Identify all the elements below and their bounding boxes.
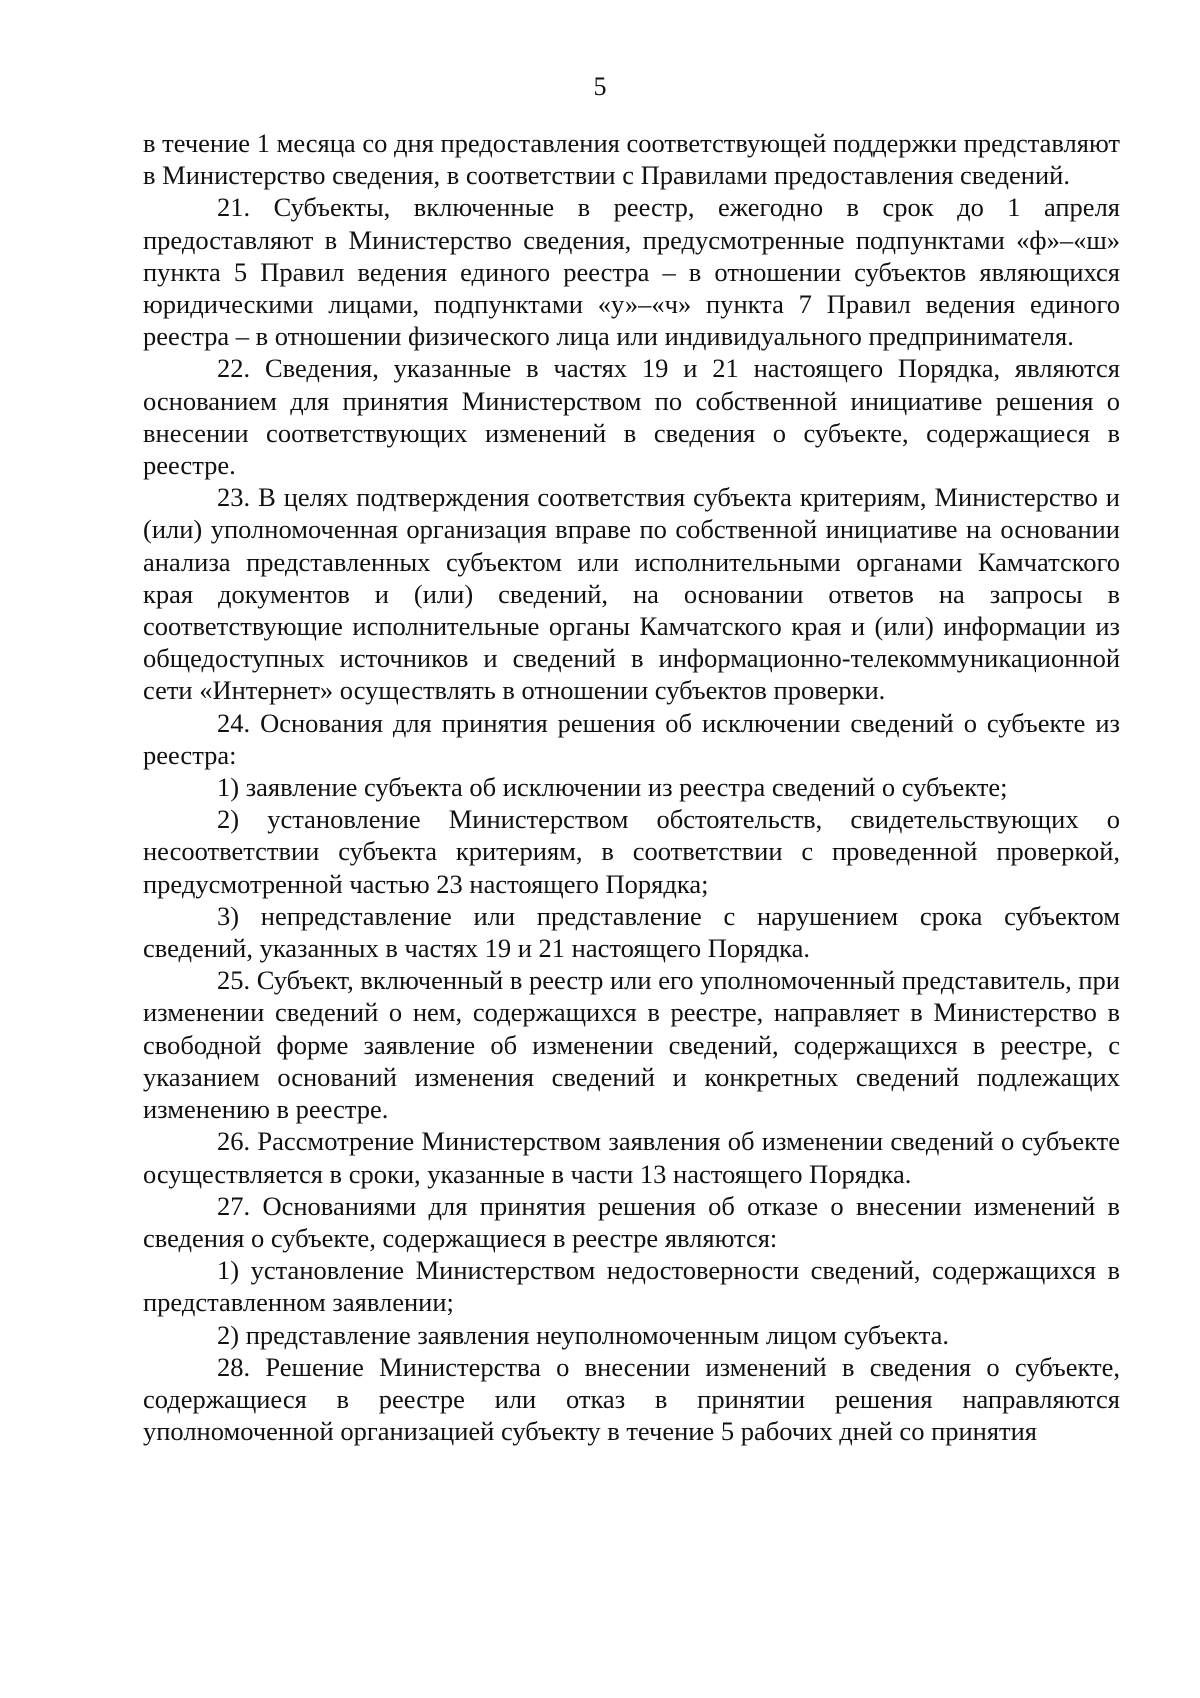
paragraph-26: 26. Рассмотрение Министерством заявления об изменении сведений о субъекте осуществляется в сроки, указанные в части 13 настоящего Порядка.: [143, 1126, 1120, 1189]
paragraph-22: 22. Сведения, указанные в частях 19 и 21 настоящего Порядка, являются основанием для принятия Министерством по собственной инициативе решения о внесении соответствующих изменений в сведения о субъекте, содержащиеся в реестре.: [143, 353, 1120, 481]
paragraph-23: 23. В целях подтверждения соответствия субъекта критериям, Министерство и (или) уполномоченная организация вправе по собственной инициативе на основании анализа представленных субъектом или исполнительными органами Камчатского края документов и (или) сведений, на основании ответов на запросы в соответствующие исполнительные органы Камчатского края и (или) информации из общедоступных источников и сведений в информационно-телекоммуникационной сети «Интернет» осуществлять в отношении субъектов проверки.: [143, 482, 1120, 706]
page-number: 5: [593, 72, 607, 101]
paragraph-27: 27. Основаниями для принятия решения об отказе о внесении изменений в сведения о субъекте, содержащиеся в реестре являются:: [143, 1190, 1120, 1253]
paragraph-24: 24. Основания для принятия решения об исключении сведений о субъекте из реестра:: [143, 707, 1120, 770]
paragraph-24-item-2: 2) установление Министерством обстоятельств, свидетельствующих о несоответствии субъекта критериям, в соответствии с проведенной проверкой, предусмотренной частью 23 настоящего Порядка;: [143, 804, 1120, 899]
paragraph-28: 28. Решение Министерства о внесении изменений в сведения о субъекте, содержащиеся в реестре или отказ в принятии решения направляются уполномоченной организацией субъекту в течение 5 рабочих дней со принятия: [143, 1351, 1120, 1447]
paragraph-21: 21. Субъекты, включенные в реестр, ежегодно в срок до 1 апреля предоставляют в Министерство сведения, предусмотренные подпунктами «ф»–«ш» пункта 5 Правил ведения единого реестра – в отношении субъектов являющихся юридическими лицами, подпунктами «у»–«ч» пункта 7 Правил ведения единого реестра – в отношении физического лица или индивидуального предпринимателя.: [143, 192, 1120, 352]
paragraph-27-item-1: 1) установление Министерством недостоверности сведений, содержащихся в представленном заявлении;: [143, 1255, 1120, 1318]
paragraph-continuation: в течение 1 месяца со дня предоставления соответствующей поддержки представляют в Министерство сведения, в соответствии с Правилами предоставления сведений.: [143, 128, 1120, 191]
paragraph-27-item-2: 2) представление заявления неуполномоченным лицом субъекта.: [217, 1319, 949, 1350]
paragraph-24-item-3: 3) непредставление или представление с нарушением срока субъектом сведений, указанных в частях 19 и 21 настоящего Порядка.: [143, 900, 1120, 964]
document-body: [143, 127, 1120, 1447]
paragraph-24-item-1: 1) заявление субъекта об исключении из реестра сведений о субъекте;: [217, 772, 1008, 803]
paragraph-25: 25. Субъект, включенный в реестр или его уполномоченный представитель, при изменении сведений о нем, содержащихся в реестре, направляет в Министерство в свободной форме заявление об изменении сведений, содержащихся в реестре, с указанием оснований изменения сведений и конкретных сведений подлежащих изменению в реестре.: [143, 965, 1120, 1125]
